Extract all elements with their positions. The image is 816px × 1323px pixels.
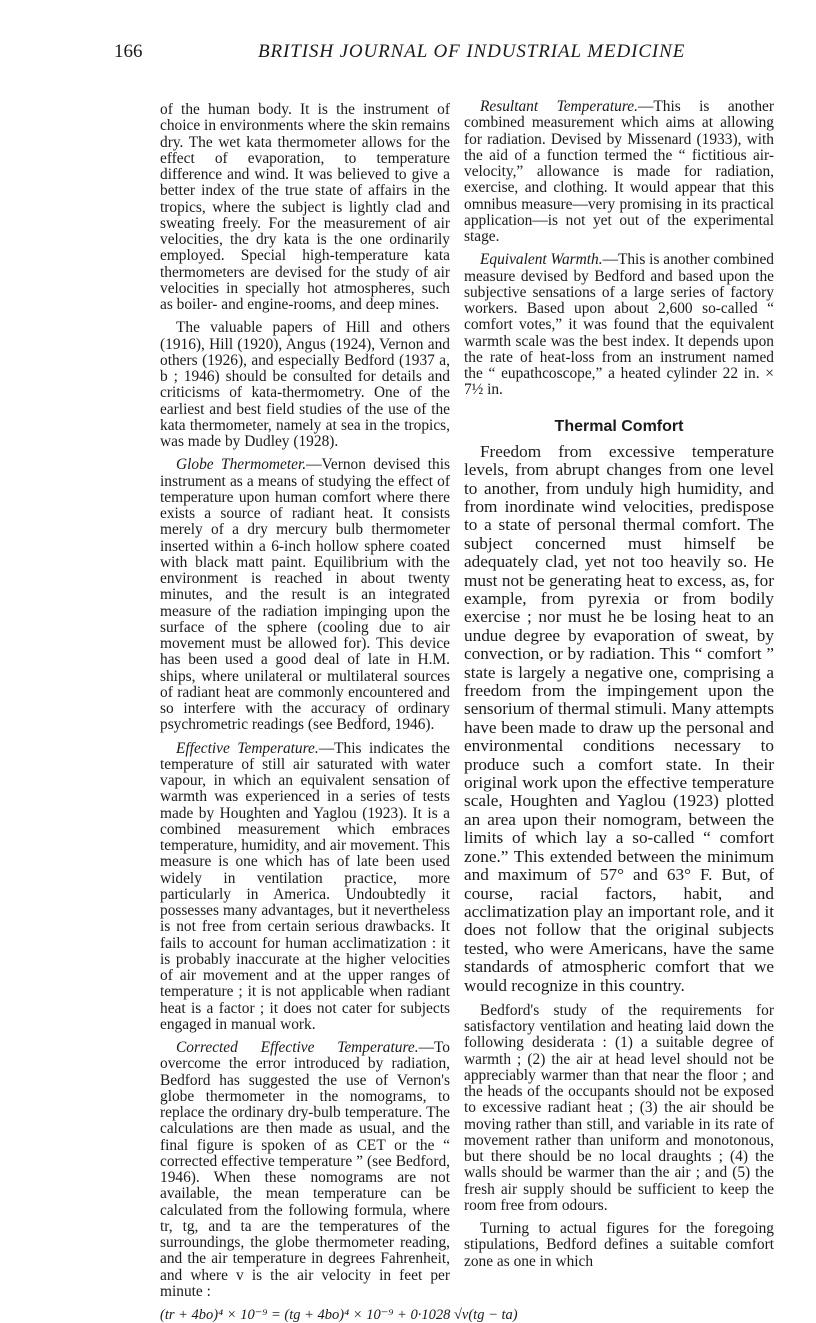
equivalent-warmth-text: —This is another combined measure devised by Bedford and based upon the subjective sensations of a large series of factory workers. Based upon about 2,600 so-called “ comfort votes,” it was found that the equivalent warmth scale was the best index. It depends upon the rate of heat-loss from an instrument named the “ eupathcoscope,” a heated cylinder 22 in. × 7½ in. bbox=[464, 251, 774, 399]
corrected-effective-temperature-text: —To overcome the error introduced by radiation, Bedford has suggested the use of Vernon's globe thermometer in the nomograms, to replace the ordinary dry-bulb temperature. The calculations are then made as usual, and the final figure is spoken of as CET or the “ corrected effective temperature ” (see Bedford, 1946). When these nomograms are not available, the mean temperature can be calculated from the following formula, where tr, tg, and ta are the temperatures of the surroundings, the globe thermometer reading, and the air temperature in degrees Fahrenheit, and where v is the air velocity in feet per minute : bbox=[160, 1039, 450, 1300]
references-paragraph: The valuable papers of Hill and others (1916), Hill (1920), Angus (1924), Vernon and others (1926), and especially Bedford (1937 a, b ; 1946) should be consulted for details and criticisms of kata-thermometry. One of the earliest and best field studies of the use of the kata thermometer, namely at sea in the tropics, was made by Dudley (1928). bbox=[160, 319, 450, 450]
left-column bbox=[160, 101, 518, 1323]
equivalent-warmth-paragraph bbox=[464, 252, 774, 398]
equivalent-warmth-heading: Equivalent Warmth. bbox=[480, 251, 603, 269]
globe-thermometer-paragraph bbox=[160, 457, 450, 733]
kata-paragraph: of the human body. It is the instrument of choice in environments where the skin remains dry. The wet kata thermometer allows for the effect of evaporation, to temperature difference and wind. It was believed to give a better index of the true state of affairs in the tropics, where the subject is lightly clad and sweating freely. For the measurement of air velocities, the dry kata is the one ordinarily employed. Special high-temperature kata thermometers are devised for the study of air velocities in specially hot atmospheres, such as boiler- and engine-rooms, and deep mines. bbox=[160, 101, 450, 313]
right-column bbox=[464, 99, 774, 1277]
globe-thermometer-heading: Globe Thermometer. bbox=[176, 456, 307, 474]
effective-temperature-paragraph bbox=[160, 741, 450, 1034]
journal-title: BRITISH JOURNAL OF INDUSTRIAL MEDICINE bbox=[258, 41, 686, 62]
effective-temperature-heading: Effective Temperature. bbox=[176, 739, 319, 757]
mean-temperature-formula: (tr + 4bo)⁴ × 10⁻⁹ = (tg + 4bo)⁴ × 10⁻⁹ + 0·1028 √v(tg − ta) bbox=[160, 1307, 518, 1323]
thermal-comfort-body bbox=[464, 443, 774, 995]
resultant-temperature-paragraph bbox=[464, 99, 774, 245]
bedford-desiderata-paragraph: Bedford's study of the requirements for satisfactory ventilation and heating laid down the following desiderata : (1) a suitable degree of warmth ; (2) the air at head level should not be appreciably warmer than that near the floor ; and the heads of the occupants should not be exposed to excessive radiant heat ; (3) the air should be moving rather than still, and variable in its rate of movement rather than uniform and monotonous, but there should be no local draughts ; (4) the walls should be warmer than the air ; and (5) the fresh air supply should be sufficient to keep the room free from odours. bbox=[464, 1001, 774, 1214]
thermal-comfort-paragraph: Freedom from excessive temperature levels, from abrupt changes from one level to another, from unduly high humidity, and from inordinate wind velocities, predispose to a state of personal thermal comfort. The subject concerned must himself be adequately clad, yet not too heavily so. He must not be generating heat to excess, as, for example, from pyrexia or from bodily exercise ; nor must he be losing heat to an undue degree by evaporation of sweat, by convection, or by radiation. This “ comfort ” state is largely a negative one, comprising a freedom from the impingement upon the sensorium of thermal stimuli. Many attempts have been made to draw up the personal and environmental conditions necessary to produce such a comfort state. In their original work upon the effective temperature scale, Houghten and Yaglou (1923) plotted an area upon their nomogram, between the limits of which lay a so-called “ comfort zone.” This extended between the minimum and maximum of 57° and 63° F. But, of course, racial factors, habit, and acclimatization play an important role, and it does not follow that the original subjects tested, who were Americans, have the same standards of atmospheric comfort that we would recognize in this country. bbox=[464, 441, 774, 995]
globe-thermometer-text: —Vernon devised this instrument as a means of studying the effect of temperature upon human comfort where there exists a source of radiant heat. It consists merely of a dry mercury bulb thermometer inserted within a 6-inch hollow sphere coated with black matt paint. Equilibrium with the environment is reached in about twenty minutes, and the result is an integrated measure of the radiation impinging upon the surface of the sphere (cooling due to air movement must be allowed for). This device has been used a good deal of late in H.M. ships, where unilateral or multilateral sources of radiant heat are commonly encountered and so interfere with the accuracy of ordinary psychrometric readings (see Bedford, 1946). bbox=[160, 456, 450, 734]
resultant-temperature-heading: Resultant Temperature. bbox=[480, 98, 638, 115]
resultant-temperature-text: —This is another combined measurement which aims at allowing for radiation. Devised by Missenard (1933), with the aid of a function termed the “ fictitious air-velocity,” allowance is made for radiation, exercise, and clothing. It would appear that this omnibus measure—very promising in its practical application—is not yet out of the experimental stage. bbox=[464, 98, 774, 245]
comfort-zone-paragraph: Turning to actual figures for the foregoing stipulations, Bedford defines a suitable comfort zone as one in which bbox=[464, 1220, 774, 1270]
page-header bbox=[0, 0, 816, 60]
section-title: Thermal Comfort bbox=[554, 417, 684, 435]
corrected-effective-temperature-paragraph bbox=[160, 1040, 450, 1300]
page-number: 166 bbox=[114, 41, 143, 62]
corrected-effective-temperature-heading: Corrected Effective Temperature. bbox=[176, 1039, 419, 1056]
effective-temperature-text: —This indicates the temperature of still air saturated with water vapour, in which an equivalent sensation of warmth was experienced in a series of tests made by Houghten and Yaglou (1923). It is a combined measurement which embraces temperature, humidity, and air movement. This measure is one which has of late been used widely in ventilation practice, more particularly in America. Undoubtedly it possesses many advantages, but it nevertheless is not free from certain serious drawbacks. It fails to account for human acclimatization : it is probably inaccurate at the higher velocities of air movement and at the upper ranges of temperature ; it is not applicable when radiant heat is a factor ; it does not cater for subjects engaged in manual work. bbox=[160, 739, 450, 1033]
